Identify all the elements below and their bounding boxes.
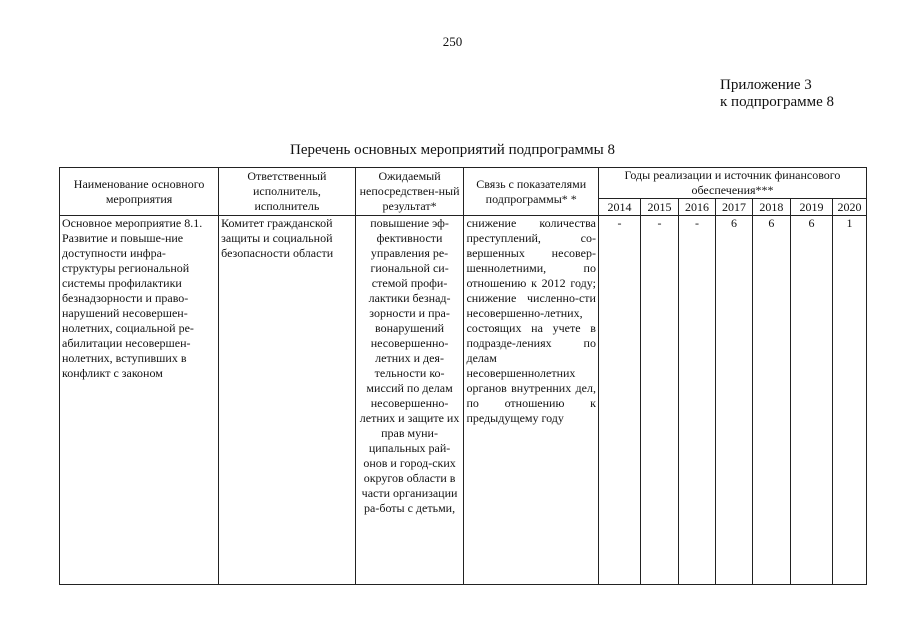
cell-value-2018: 6: [752, 216, 790, 585]
cell-result: повышение эф-фективности управления ре-гиональной си-стемой профи-лактики безнад-зорности и пра-вонарушений несовершенно-летних и дея-тельности ко-миссий по делам несовершенно-летних и защите их прав муни-ципальных рай-онов и город-ских округов области в части организации ра-боты с детьми,: [355, 216, 464, 585]
header-link: Связь с показателями подпрограммы* *: [464, 168, 598, 216]
cell-value-2014: -: [598, 216, 640, 585]
header-result: Ожидаемый непосредствен-ный результат*: [355, 168, 464, 216]
header-year: 2020: [832, 199, 866, 216]
appendix-line-2: к подпрограмме 8: [720, 94, 834, 110]
cell-indicator-link: снижение количества преступлений, со-вершенных несовер-шеннолетними, по отношению к 2012 году; снижение численно-сти несовершенно-летних, состоящих на учете в подразде-лениях по делам несовершеннолетних органов внутренних дел, по отношению к предыдущему году: [464, 216, 598, 585]
header-year: 2016: [679, 199, 716, 216]
appendix-label: [720, 77, 834, 111]
header-name: Наименование основного мероприятия: [60, 168, 219, 216]
table-row: [60, 216, 867, 585]
header-year: 2015: [641, 199, 679, 216]
header-years-group: Годы реализации и источник финансового обеспечения***: [598, 168, 866, 199]
measures-table: [59, 167, 867, 585]
header-executor: Ответственный исполнитель, исполнитель: [219, 168, 356, 216]
header-year: 2019: [790, 199, 832, 216]
appendix-line-1: Приложение 3: [720, 77, 812, 93]
header-year: 2014: [598, 199, 640, 216]
cell-value-2020: 1: [832, 216, 866, 585]
cell-value-2017: 6: [715, 216, 752, 585]
header-year: 2018: [752, 199, 790, 216]
cell-executor: Комитет гражданской защиты и социальной безопасности области: [219, 216, 356, 585]
cell-value-2016: -: [679, 216, 716, 585]
header-year: 2017: [715, 199, 752, 216]
document-title: Перечень основных мероприятий подпрограммы 8: [290, 142, 615, 158]
cell-value-2015: -: [641, 216, 679, 585]
page-number: 250: [442, 34, 463, 49]
cell-value-2019: 6: [790, 216, 832, 585]
cell-measure-name: Основное мероприятие 8.1. Развитие и повыше-ние доступности инфра-структуры региональной системы профилактики безнадзорности и право-нарушений несовершен-нолетних, социальной ре-абилитации несовершен-нолетних, вступивших в конфликт с законом: [60, 216, 219, 585]
